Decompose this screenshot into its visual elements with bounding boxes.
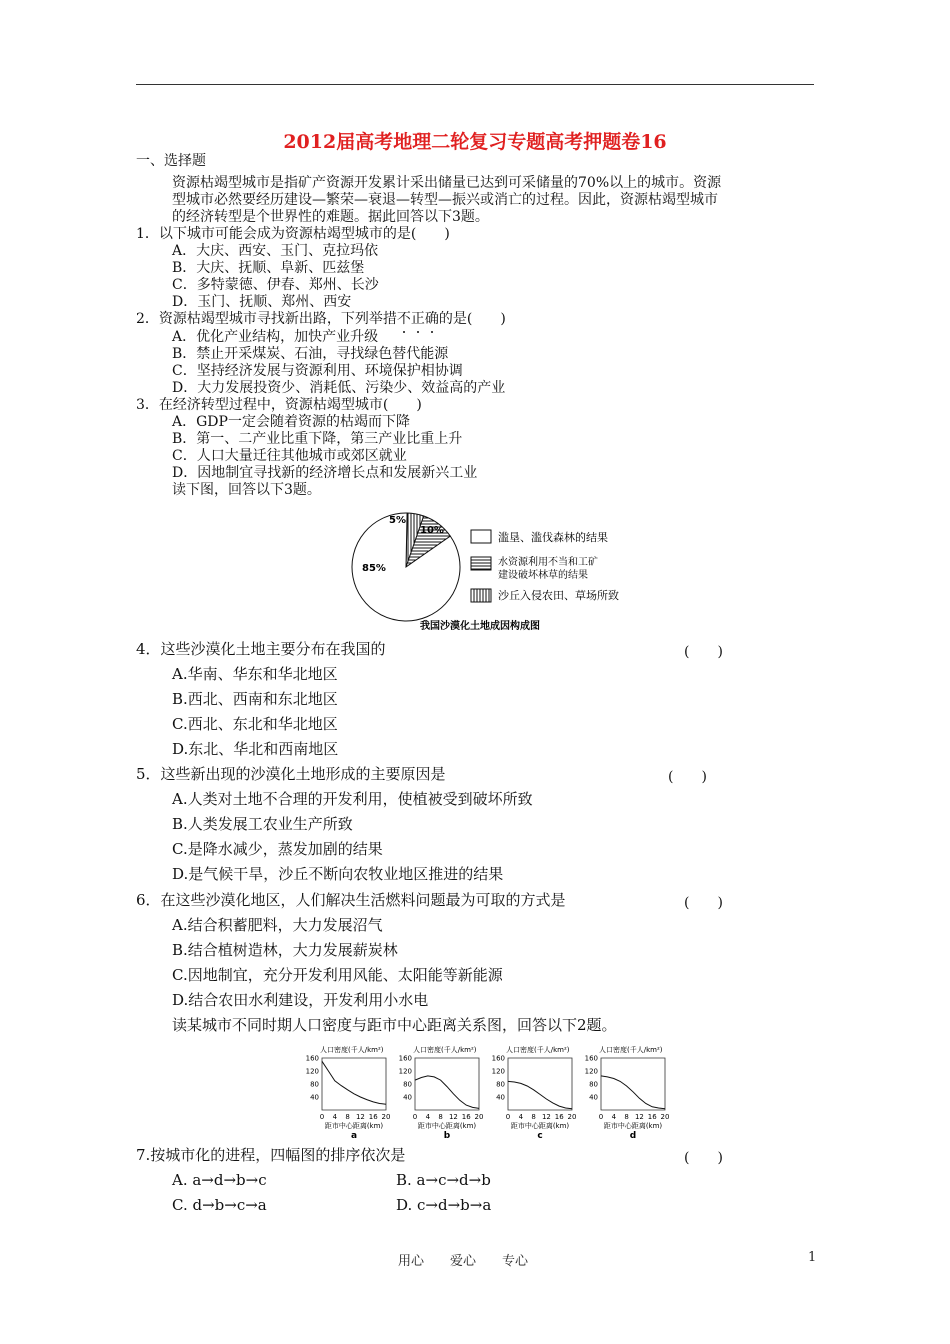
y-tick-label: 120 <box>491 1067 505 1076</box>
pie-chart <box>350 505 650 633</box>
y-tick-label: 80 <box>589 1080 598 1089</box>
question-3-stem: 3．在经济转型过程中，资源枯竭型城市( ) <box>136 397 422 413</box>
x-tick-label: 16 <box>461 1113 471 1121</box>
emphasis-char: 不 <box>397 311 411 327</box>
x-tick-label: 12 <box>634 1113 644 1121</box>
pie-label-5: 5% <box>389 515 406 526</box>
pie-label-85: 85% <box>362 563 386 574</box>
x-tick-label: 0 <box>505 1113 511 1121</box>
emphasis-char: 正 <box>411 311 425 327</box>
section-heading: 一、选择题 <box>136 153 206 169</box>
y-tick-label: 40 <box>403 1093 412 1102</box>
legend-label-2b: 建设破坏林草的结果 <box>498 570 588 581</box>
y-tick-label: 80 <box>310 1080 319 1089</box>
x-axis-label: 距市中心距离(km) <box>324 1122 384 1130</box>
x-tick-label: 4 <box>611 1113 617 1121</box>
legend-label-2a: 水资源利用不当和工矿 <box>498 557 598 568</box>
question-7-answer-blank[interactable]: ( ) <box>684 1150 723 1166</box>
x-tick-label: 20 <box>474 1113 484 1121</box>
chart-name-label: d <box>629 1131 637 1140</box>
x-tick-label: 4 <box>425 1113 431 1121</box>
question-4-option-d[interactable]: D.东北、华北和西南地区 <box>172 740 339 758</box>
density-curve-b <box>415 1076 479 1109</box>
y-tick-label: 160 <box>305 1054 319 1063</box>
x-tick-label: 0 <box>598 1113 604 1121</box>
y-tick-label: 160 <box>584 1054 598 1063</box>
question-4-option-b[interactable]: B.西北、西南和东北地区 <box>172 690 338 708</box>
chart-name-label: c <box>537 1131 543 1140</box>
density-curve-a <box>322 1061 386 1104</box>
question-7-option-a[interactable]: A. a→d→b→c <box>172 1171 267 1189</box>
density-chart-c <box>492 1045 577 1140</box>
question-2-stem <box>136 311 506 328</box>
plot-frame <box>508 1058 572 1110</box>
figure-intro-2: 读某城市不同时期人口密度与距市中心距离关系图，回答以下2题。 <box>172 1016 617 1034</box>
y-tick-label: 160 <box>491 1054 505 1063</box>
question-1-stem: 1．以下城市可能会成为资源枯竭型城市的是( ) <box>136 226 450 242</box>
x-tick-label: 12 <box>448 1113 458 1121</box>
y-tick-label: 80 <box>403 1080 412 1089</box>
x-tick-label: 0 <box>319 1113 325 1121</box>
question-4-option-c[interactable]: C.西北、东北和华北地区 <box>172 715 338 733</box>
question-2-stem-start: 2．资源枯竭型城市寻找新出路，下列举措 <box>136 311 397 327</box>
question-7-option-c[interactable]: C. d→b→c→a <box>172 1196 267 1214</box>
legend-swatch-vertical <box>471 589 491 602</box>
question-4-stem: 4．这些沙漠化土地主要分布在我国的 <box>136 640 386 658</box>
x-tick-label: 16 <box>368 1113 378 1121</box>
question-1-option-c[interactable]: C．多特蒙德、伊春、郑州、长沙 <box>172 277 379 293</box>
plot-frame <box>601 1058 665 1110</box>
question-2-option-d[interactable]: D．大力发展投资少、消耗低、污染少、效益高的产业 <box>172 380 506 396</box>
chart-name-label: a <box>350 1131 358 1140</box>
chart-name-label: b <box>443 1131 451 1140</box>
question-4-answer-blank[interactable]: ( ) <box>684 644 723 660</box>
y-tick-label: 120 <box>398 1067 412 1076</box>
x-tick-label: 12 <box>355 1113 365 1121</box>
question-2-stem-end: 的是( ) <box>438 311 506 327</box>
legend-swatch-horizontal <box>471 557 491 570</box>
question-7-option-b[interactable]: B. a→c→d→b <box>396 1171 491 1189</box>
question-4-option-a[interactable]: A.华南、华东和华北地区 <box>172 665 338 683</box>
emphasis-char: 确 <box>425 311 439 327</box>
x-tick-label: 4 <box>332 1113 338 1121</box>
x-tick-label: 8 <box>624 1113 629 1121</box>
figure-intro: 读下图，回答以下3题。 <box>172 482 321 498</box>
density-chart-b <box>399 1045 484 1140</box>
question-2-option-c[interactable]: C．坚持经济发展与资源利用、环境保护相协调 <box>172 363 463 379</box>
question-2-option-a[interactable]: A．优化产业结构，加快产业升级 <box>172 329 379 345</box>
y-tick-label: 80 <box>496 1080 505 1089</box>
density-curve-d <box>601 1076 665 1109</box>
x-tick-label: 8 <box>531 1113 536 1121</box>
question-6-stem: 6．在这些沙漠化地区，人们解决生活燃料问题最为可取的方式是 <box>136 891 566 909</box>
legend-swatch-plain <box>471 530 491 543</box>
question-1-option-d[interactable]: D．玉门、抚顺、郑州、西安 <box>172 294 352 310</box>
density-curve-c <box>508 1081 572 1108</box>
page-number: 1 <box>808 1250 817 1265</box>
density-chart-a <box>306 1045 391 1140</box>
intro-paragraph-line: 的经济转型是个世界性的难题。据此回答以下3题。 <box>172 209 489 225</box>
density-chart-d <box>585 1045 670 1140</box>
x-tick-label: 20 <box>567 1113 577 1121</box>
legend-label-3: 沙丘入侵农田、草场所致 <box>498 589 619 602</box>
intro-paragraph-line: 资源枯竭型城市是指矿产资源开发累计采出储量已达到可采储量的70%以上的城市。资源 <box>172 175 722 191</box>
y-tick-label: 40 <box>589 1093 598 1102</box>
question-3-option-c[interactable]: C．人口大量迁往其他城市或郊区就业 <box>172 448 407 464</box>
y-tick-label: 120 <box>305 1067 319 1076</box>
question-6-option-c[interactable]: C.因地制宜，充分开发利用风能、太阳能等新能源 <box>172 966 503 984</box>
question-5-option-b[interactable]: B.人类发展工农业生产所致 <box>172 815 353 833</box>
header-rule <box>136 84 814 85</box>
y-axis-label: 人口密度(千人/km²) <box>506 1046 570 1054</box>
question-5-option-c[interactable]: C.是降水减少，蒸发加剧的结果 <box>172 840 383 858</box>
question-6-answer-blank[interactable]: ( ) <box>684 895 723 911</box>
x-tick-label: 0 <box>412 1113 418 1121</box>
density-charts <box>300 1040 680 1140</box>
question-5-option-d[interactable]: D.是气候干旱，沙丘不断向农牧业地区推进的结果 <box>172 865 504 883</box>
y-tick-label: 40 <box>496 1093 505 1102</box>
y-tick-label: 160 <box>398 1054 412 1063</box>
question-7-option-d[interactable]: D. c→d→b→a <box>396 1196 492 1214</box>
question-5-answer-blank[interactable]: ( ) <box>668 769 707 785</box>
y-axis-label: 人口密度(千人/km²) <box>599 1046 663 1054</box>
legend-label-1: 滥垦、滥伐森林的结果 <box>498 531 608 544</box>
x-tick-label: 8 <box>438 1113 443 1121</box>
plot-frame <box>415 1058 479 1110</box>
x-tick-label: 16 <box>647 1113 657 1121</box>
x-tick-label: 20 <box>381 1113 391 1121</box>
footer-motto: 用心 爱心 专心 <box>398 1254 529 1269</box>
question-3-option-a[interactable]: A．GDP一定会随着资源的枯竭而下降 <box>172 414 410 430</box>
y-axis-label: 人口密度(千人/km²) <box>320 1046 384 1054</box>
question-6-option-d[interactable]: D.结合农田水利建设，开发利用小水电 <box>172 991 429 1009</box>
x-tick-label: 4 <box>518 1113 524 1121</box>
page-title: 2012届高考地理二轮复习专题高考押题卷16 <box>283 131 667 153</box>
x-axis-label: 距市中心距离(km) <box>417 1122 477 1130</box>
x-tick-label: 16 <box>554 1113 564 1121</box>
question-6-option-a[interactable]: A.结合积蓄肥料，大力发展沼气 <box>172 916 383 934</box>
question-1-option-b[interactable]: B．大庆、抚顺、阜新、匹兹堡 <box>172 260 365 276</box>
y-axis-label: 人口密度(千人/km²) <box>413 1046 477 1054</box>
question-5-stem: 5．这些新出现的沙漠化土地形成的主要原因是 <box>136 765 446 783</box>
x-tick-label: 20 <box>660 1113 670 1121</box>
question-7-stem: 7.按城市化的进程，四幅图的排序依次是 <box>136 1146 406 1164</box>
x-axis-label: 距市中心距离(km) <box>603 1122 663 1130</box>
question-3-option-b[interactable]: B．第一、二产业比重下降，第三产业比重上升 <box>172 431 463 447</box>
question-2-option-b[interactable]: B．禁止开采煤炭、石油，寻找绿色替代能源 <box>172 346 449 362</box>
question-1-option-a[interactable]: A．大庆、西安、玉门、克拉玛依 <box>172 243 379 259</box>
x-tick-label: 12 <box>541 1113 551 1121</box>
y-tick-label: 40 <box>310 1093 319 1102</box>
question-6-option-b[interactable]: B.结合植树造林，大力发展薪炭林 <box>172 941 398 959</box>
intro-paragraph-line: 型城市必然要经历建设—繁荣—衰退—转型—振兴或消亡的过程。因此，资源枯竭型城市 <box>172 192 718 208</box>
y-tick-label: 120 <box>584 1067 598 1076</box>
question-5-option-a[interactable]: A.人类对土地不合理的开发利用，使植被受到破坏所致 <box>172 790 533 808</box>
pie-caption: 我国沙漠化土地成因构成图 <box>420 621 540 632</box>
pie-label-10: 10% <box>420 525 444 536</box>
x-axis-label: 距市中心距离(km) <box>510 1122 570 1130</box>
x-tick-label: 8 <box>345 1113 350 1121</box>
question-3-option-d[interactable]: D．因地制宜寻找新的经济增长点和发展新兴工业 <box>172 465 478 481</box>
